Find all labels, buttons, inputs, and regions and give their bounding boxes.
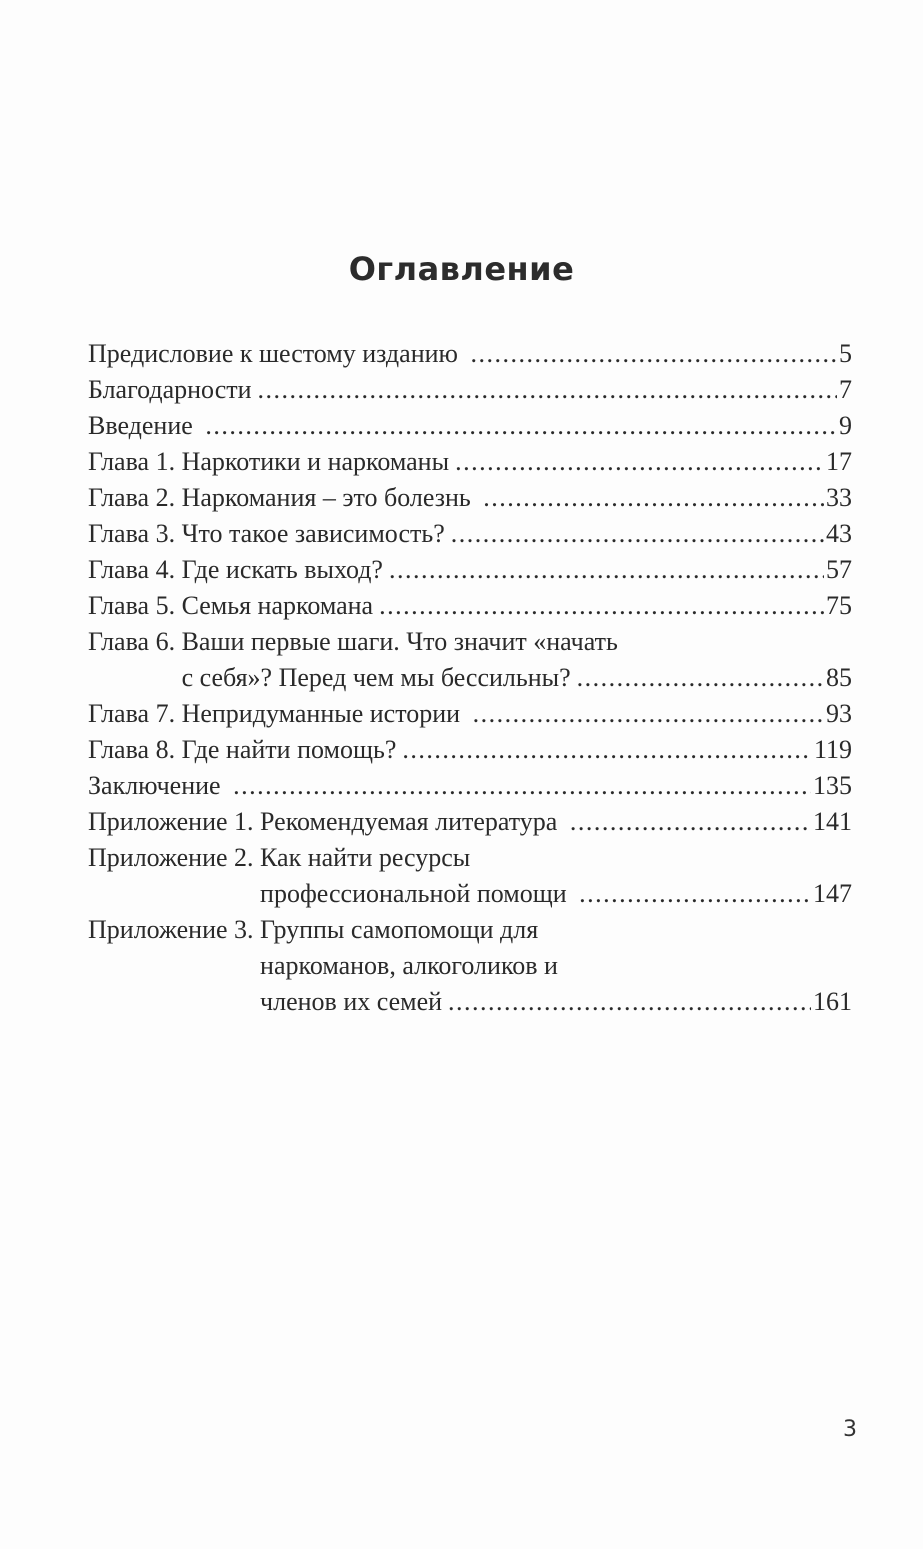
toc-entry-title: Заключение xyxy=(88,771,228,800)
toc-line xyxy=(88,552,852,588)
dot-leader xyxy=(570,804,811,840)
toc-entry-prefix: Глава 3. xyxy=(88,519,182,548)
toc-line xyxy=(88,444,852,480)
toc-page-number: 17 xyxy=(826,447,852,476)
toc-entry-title: Предисловие к шестому изданию xyxy=(88,339,465,368)
page-number: 3 xyxy=(843,1417,857,1442)
toc-line xyxy=(88,696,852,732)
toc-entry xyxy=(88,336,852,372)
toc-entry-title: Семья наркомана xyxy=(181,591,374,620)
toc-line xyxy=(88,372,852,408)
toc-entry-prefix: Приложение 2. xyxy=(88,843,261,872)
toc-entry-title: профессиональной помощи xyxy=(260,879,574,908)
toc-page-number: 147 xyxy=(813,879,852,908)
toc-entry xyxy=(88,444,852,480)
toc-page-number: 9 xyxy=(839,411,852,440)
dot-leader xyxy=(577,660,824,696)
toc-entry xyxy=(88,912,852,1020)
toc-entry-prefix: Глава 6. xyxy=(88,627,182,656)
table-of-contents xyxy=(88,336,852,1020)
dot-leader xyxy=(205,408,837,444)
toc-entry xyxy=(88,552,852,588)
page-title: Оглавление xyxy=(348,250,575,288)
dot-leader xyxy=(451,516,824,552)
toc-page-number: 7 xyxy=(839,375,852,404)
toc-entry-title: Ваши первые шаги. Что значит «начать xyxy=(181,627,618,656)
toc-line xyxy=(88,804,852,840)
toc-entry-prefix: Глава 2. xyxy=(88,483,182,512)
toc-entry-prefix: Приложение 3. xyxy=(88,915,261,944)
toc-line xyxy=(88,984,852,1020)
toc-entry xyxy=(88,408,852,444)
toc-entry xyxy=(88,732,852,768)
toc-line xyxy=(88,588,852,624)
toc-line xyxy=(88,768,852,804)
toc-entry-title: Наркотики и наркоманы xyxy=(181,447,450,476)
dot-leader xyxy=(483,480,824,516)
toc-entry-title: Рекомендуемая литература xyxy=(260,807,564,836)
toc-line xyxy=(88,624,852,660)
toc-entry-title: Наркомания – это болезнь xyxy=(181,483,478,512)
toc-page-number: 33 xyxy=(826,483,852,512)
toc-line xyxy=(88,516,852,552)
toc-page-number: 75 xyxy=(826,591,852,620)
toc-entry-title: Как найти ресурсы xyxy=(260,843,471,872)
toc-entry-title: членов их семей xyxy=(260,987,443,1016)
dot-leader xyxy=(379,588,824,624)
dot-leader xyxy=(470,336,837,372)
dot-leader xyxy=(579,876,811,912)
toc-entry xyxy=(88,840,852,912)
toc-page-number: 57 xyxy=(826,555,852,584)
dot-leader xyxy=(389,552,824,588)
dot-leader xyxy=(455,444,824,480)
toc-entry-title: Непридуманные истории xyxy=(181,699,467,728)
toc-entry xyxy=(88,696,852,732)
toc-line xyxy=(88,732,852,768)
dot-leader xyxy=(258,372,837,408)
toc-entry xyxy=(88,624,852,696)
toc-line xyxy=(88,912,852,948)
toc-entry-title: с себя»? Перед чем мы бессильны? xyxy=(181,663,571,692)
toc-line xyxy=(88,840,852,876)
toc-entry xyxy=(88,804,852,840)
toc-entry-title: Группы самопомощи для xyxy=(260,915,539,944)
toc-line xyxy=(88,480,852,516)
toc-page-number: 85 xyxy=(826,663,852,692)
toc-page-number: 161 xyxy=(813,987,852,1016)
dot-leader xyxy=(473,696,824,732)
toc-entry xyxy=(88,372,852,408)
dot-leader xyxy=(233,768,811,804)
toc-entry-title: Введение xyxy=(88,411,200,440)
toc-entry-title: Где искать выход? xyxy=(181,555,383,584)
toc-line xyxy=(88,876,852,912)
toc-entry-prefix: Приложение 1. xyxy=(88,807,261,836)
toc-entry-title: Что такое зависимость? xyxy=(181,519,445,548)
toc-entry-prefix: Глава 7. xyxy=(88,699,182,728)
toc-entry xyxy=(88,516,852,552)
toc-page-number: 119 xyxy=(813,735,852,764)
toc-entry-prefix: Глава 1. xyxy=(88,447,182,476)
toc-page-number: 141 xyxy=(813,807,852,836)
toc-line xyxy=(88,408,852,444)
toc-page-number: 93 xyxy=(826,699,852,728)
toc-page-number: 135 xyxy=(813,771,852,800)
dot-leader xyxy=(448,984,811,1020)
toc-line xyxy=(88,660,852,696)
toc-entry-prefix: Глава 8. xyxy=(88,735,182,764)
toc-entry xyxy=(88,768,852,804)
toc-entry-prefix: Глава 5. xyxy=(88,591,182,620)
dot-leader xyxy=(402,732,812,768)
toc-line xyxy=(88,948,852,984)
toc-entry-title: Благодарности xyxy=(88,375,252,404)
toc-entry-title: наркоманов, алкоголиков и xyxy=(260,951,558,980)
toc-entry xyxy=(88,588,852,624)
toc-page-number: 43 xyxy=(826,519,852,548)
toc-entry-title: Где найти помощь? xyxy=(181,735,397,764)
toc-page-number: 5 xyxy=(839,339,852,368)
toc-entry xyxy=(88,480,852,516)
toc-entry-prefix: Глава 4. xyxy=(88,555,182,584)
toc-line xyxy=(88,336,852,372)
